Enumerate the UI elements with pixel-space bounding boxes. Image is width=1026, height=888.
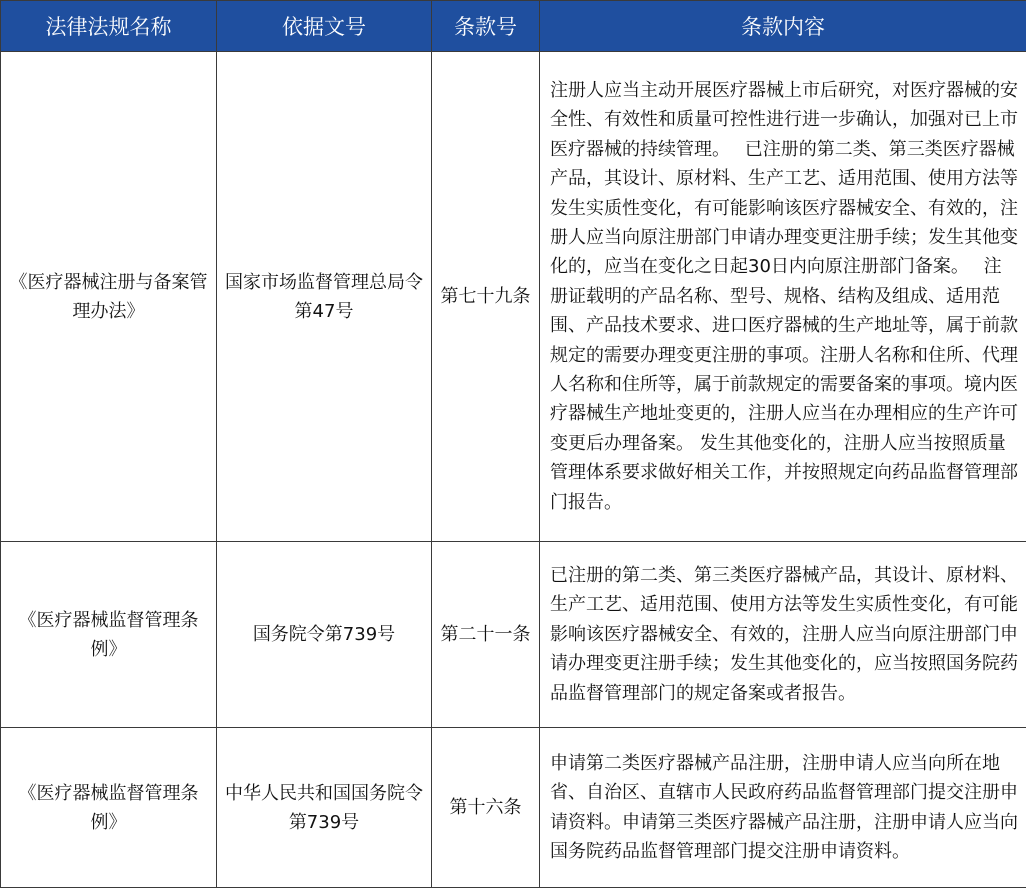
article-no-cell: 第十六条 — [432, 728, 540, 888]
header-row — [1, 1, 1026, 52]
article-no-cell: 第七十九条 — [432, 52, 540, 542]
header-document-no: 依据文号 — [217, 1, 432, 52]
law-name-cell: 《医疗器械注册与备案管理办法》 — [1, 52, 217, 542]
content-cell: 注册人应当主动开展医疗器械上市后研究，对医疗器械的安全性、有效性和质量可控性进行进一步确认，加强对已上市医疗器械的持续管理。 已注册的第二类、第三类医疗器械产品，其设计、原材料、生产工艺、适用范围、使用方法等发生实质性变化，有可能影响该医疗器械安全、有效的，注册人应当向原注册部门申请办理变更注册手续；发生其他变化的，应当在变化之日起30日内向原注册部门备案。 注册证载明的产品名称、型号、规格、结构及组成、适用范围、产品技术要求、进口医疗器械的生产地址等，属于前款规定的需要办理变更注册的事项。注册人名称和住所、代理人名称和住所等，属于前款规定的需要备案的事项。境内医疗器械生产地址变更的，注册人应当在办理相应的生产许可变更后办理备案。 发生其他变化的，注册人应当按照质量管理体系要求做好相关工作，并按照规定向药品监督管理部门报告。 — [540, 52, 1026, 542]
header-content: 条款内容 — [540, 1, 1026, 52]
content-cell: 已注册的第二类、第三类医疗器械产品，其设计、原材料、生产工艺、适用范围、使用方法等发生实质性变化，有可能影响该医疗器械安全、有效的，注册人应当向原注册部门申请办理变更注册手续；发生其他变化的，应当按照国务院药品监督管理部门的规定备案或者报告。 — [540, 542, 1026, 728]
document-no-cell: 国务院令第739号 — [217, 542, 432, 728]
article-no-cell: 第二十一条 — [432, 542, 540, 728]
table-row — [1, 728, 1026, 888]
table-row — [1, 52, 1026, 542]
content-cell: 申请第二类医疗器械产品注册，注册申请人应当向所在地省、自治区、直辖市人民政府药品监督管理部门提交注册申请资料。申请第三类医疗器械产品注册，注册申请人应当向国务院药品监督管理部门提交注册申请资料。 — [540, 728, 1026, 888]
law-name-cell: 《医疗器械监督管理条例》 — [1, 728, 217, 888]
document-no-cell: 国家市场监督管理总局令第47号 — [217, 52, 432, 542]
table-row — [1, 542, 1026, 728]
header-law-name: 法律法规名称 — [1, 1, 217, 52]
law-name-cell: 《医疗器械监督管理条例》 — [1, 542, 217, 728]
header-article-no: 条款号 — [432, 1, 540, 52]
document-no-cell: 中华人民共和国国务院令第739号 — [217, 728, 432, 888]
